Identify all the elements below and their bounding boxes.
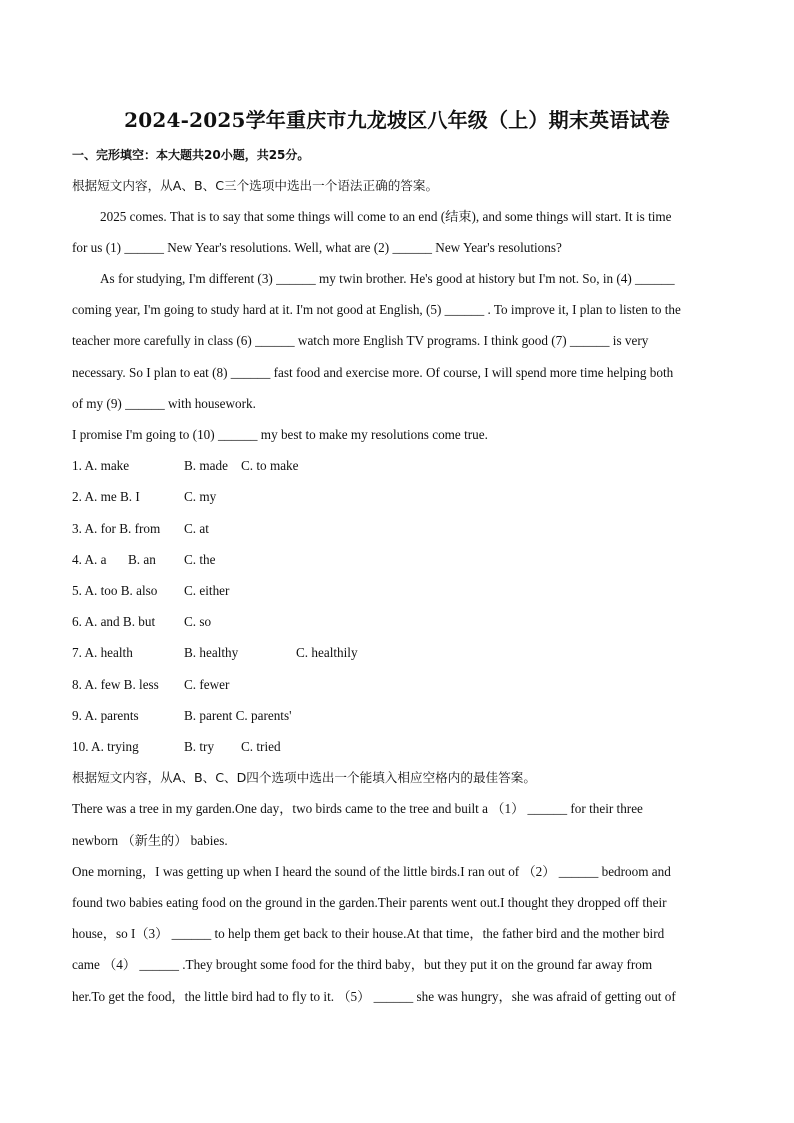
option-c: C. fewer [184,677,230,692]
passage1-line: 2025 comes. That is to say that some things will come to an end (结束), and some things will start. It is time [100,209,672,224]
option-b: B. healthy [184,645,239,660]
passage2-line: newborn （新生的） babies. [72,833,228,848]
option-a: 1. A. make [72,458,130,473]
passage1-line: for us (1) ______ New Year's resolutions. Well, what are (2) ______ New Year's resolutions? [72,240,562,255]
option-b: B. parent C. parents' [184,708,292,723]
passage2-line: her.To get the food，the little bird had to fly to it. （5） ______ she was hungry，she was afraid of getting out of [72,989,676,1004]
option-c: C. to make [241,458,299,473]
passage2-line: There was a tree in my garden.One day，two birds came to the tree and built a （1） ______ for their three [72,801,643,816]
option-a: 5. A. too B. also [72,583,158,598]
passage1-line: teacher more carefully in class (6) ______ watch more English TV programs. I think good (7) ______ is very [72,333,649,348]
option-c: C. the [184,552,216,567]
option-a: 3. A. for B. from [72,521,161,536]
option-a: 2. A. me B. I [72,489,140,504]
option-c: C. either [184,583,230,598]
option-a: 10. A. trying [72,739,139,754]
passage2-line: came （4） ______ .They brought some food for the third baby，but they put it on the ground far away from [72,957,653,972]
page-title: 2024-2025学年重庆市九龙坡区八年级（上）期末英语试卷 [124,108,670,132]
passage2-line: house，so I（3） ______ to help them get back to their house.At that time，the father bird and the mother bird [72,926,665,941]
option-a: 9. A. parents [72,708,139,723]
section-heading: 一、完形填空：本大题共20小题，共25分。 [72,148,310,162]
passage1-instruction: 根据短文内容，从A、B、C三个选项中选出一个语法正确的答案。 [72,178,439,193]
option-c: C. at [184,521,209,536]
passage2-line: found two babies eating food on the ground in the garden.Their parents went out.I thought they dropped off their [72,895,667,910]
option-b: B. made [184,458,228,473]
passage1-line: of my (9) ______ with housework. [72,396,256,411]
passage2-instruction: 根据短文内容，从A、B、C、D四个选项中选出一个能填入相应空格内的最佳答案。 [72,770,536,785]
option-b: B. an [128,552,156,567]
option-a: 8. A. few B. less [72,677,159,692]
passage1-line: I promise I'm going to (10) ______ my best to make my resolutions come true. [72,427,488,442]
option-b: B. try [184,739,215,754]
option-c: C. tried [241,739,281,754]
passage2-line: One morning，I was getting up when I heard the sound of the little birds.I ran out of （2） ______ bedroom and [72,864,671,879]
option-c: C. my [184,489,217,504]
option-a: 6. A. and B. but [72,614,156,629]
passage1-line: coming year, I'm going to study hard at it. I'm not good at English, (5) ______ . To improve it, I plan to listen to the [72,302,681,317]
option-a: 7. A. health [72,645,133,660]
option-a: 4. A. a [72,552,107,567]
passage1-line: As for studying, I'm different (3) ______ my twin brother. He's good at history but I'm not. So, in (4) ______ [100,271,675,286]
passage1-line: necessary. So I plan to eat (8) ______ fast food and exercise more. Of course, I will spend more time helping both [72,365,674,380]
option-c: C. so [184,614,212,629]
option-c: C. healthily [296,645,358,660]
